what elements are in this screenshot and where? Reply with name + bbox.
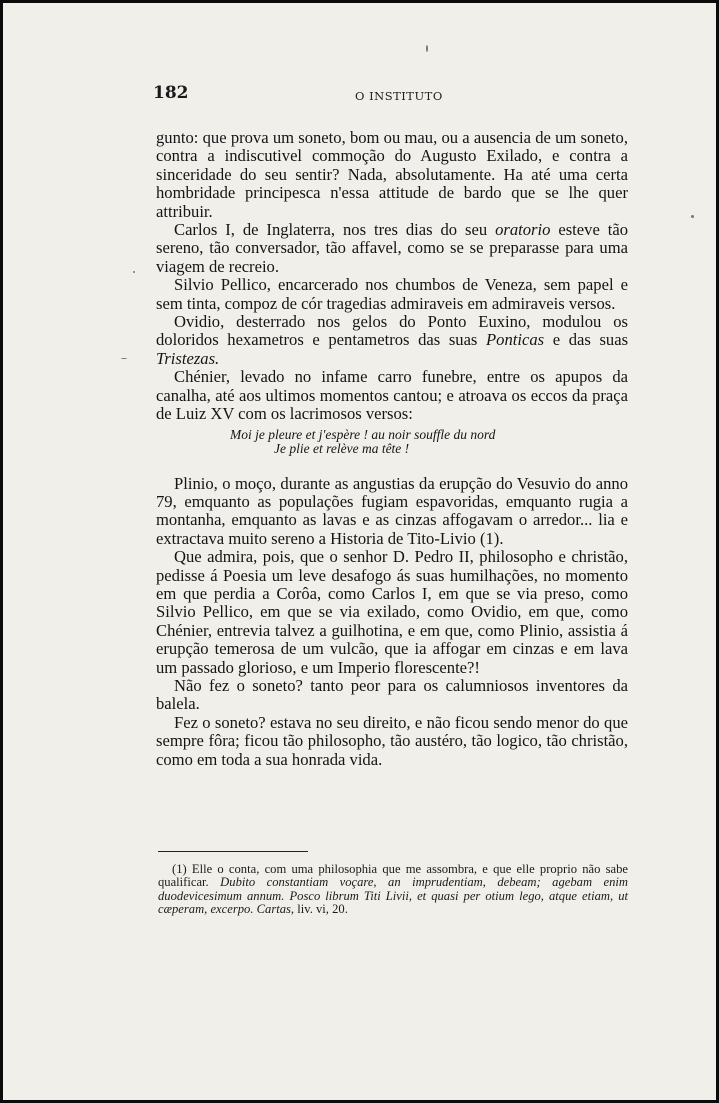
footnote-latin: Dubito constantiam voçare, an imprudentiam, debeam; agebam enim duodevicesimum annum. Posco librum Titi Livii, et quasi per otium lego, atque etiam, ut cæperam, excerpo. — [158, 875, 628, 916]
ovidio-text-mid: e das suas — [552, 330, 629, 350]
ponticas-word: Ponticas — [486, 330, 545, 350]
book-page — [3, 3, 716, 1100]
footnote-text: (1) Elle o conta, com uma philosophia que me assombra, e que elle proprio não sabe qualificar. — [158, 862, 628, 890]
paper-speck — [121, 358, 127, 359]
paragraph-pedro: Que admira, pois, que o senhor D. Pedro II, philosopho e christão, pedisse á Poesia um leve desafogo ás suas humilhações, no momento em que perdia a Corôa, como Carlos I, em que se via preso, como Silvio Pellico, em que se via exilado, como Ovidio, em que, como Chénier, entrevia talvez a guilhotina, e em que, como Plinio, assistia á erupção temerosa de um vulcão, que ia affogar em cinzas e em lava um passado glorioso, e um Imperio florescente?! — [156, 547, 628, 677]
page-header — [153, 83, 633, 107]
verse-quote — [156, 428, 628, 457]
paragraph-intro: gunto: que prova um soneto, bom ou mau, ou a ausencia de um soneto, contra a indiscutivel commoção do Augusto Exilado, e contra a sinceridade do seu sentir? Nada, absolutamente. Ha até uma certa hombridade principesca n'essa attitude de bardo que se lhe quer attribuir. — [156, 128, 628, 221]
footnote-source: Cartas, — [256, 901, 295, 916]
paragraph-balela: Não fez o soneto? tanto peor para os calumniosos inventores da balela. — [156, 675, 628, 714]
footnote-rule — [158, 851, 308, 852]
carlos-text: Carlos I, de Inglaterra, nos tres dias do seu — [174, 220, 488, 240]
tristezas-word: Tristezas. — [156, 348, 220, 368]
paragraph-carlos — [156, 221, 628, 276]
page-number: 182 — [153, 83, 189, 103]
paragraph-chenier: Chénier, levado no infame carro funebre, entre os apupos da canalha, até aos ultimos momentos cantou; e atroava os eccos da praça de Luiz XV com os lacrimosos versos: — [156, 367, 628, 424]
ovidio-text: Ovidio, desterrado nos gelos do Ponto Euxino, modulou os doloridos hexametros e pentametros das suas — [156, 312, 628, 350]
verse-line: Je plie et relève ma tête ! — [274, 441, 410, 456]
footnote-ref: liv. vi, 20. — [297, 901, 348, 916]
paper-speck — [691, 215, 694, 218]
paragraph-conclusion: Fez o soneto? estava no seu direito, e não ficou sendo menor do que sempre fôra; ficou tão philosopho, tão austéro, tão logico, tão christão, como em toda a sua honrada vida. — [156, 712, 628, 769]
carlos-text-end: esteve tão sereno, tão conversador, tão affavel, como se se preparasse para uma viagem de recreio. — [156, 220, 629, 276]
paper-speck — [133, 271, 135, 273]
paragraph-pellico: Silvio Pellico, encarcerado nos chumbos de Veneza, sem papel e sem tinta, compoz de cór tragedias admiraveis em admiraveis versos. — [156, 275, 628, 313]
verse-line: Moi je pleure et j'espère ! au noir souffle du nord — [230, 426, 496, 442]
paper-speck — [426, 45, 428, 52]
body-text — [156, 129, 628, 769]
paragraph-plinio: Plinio, o moço, durante as angustias da erupção do Vesuvio do anno 79, emquanto as populações fugiam espavoridas, emquanto rugia a montanha, emquanto as lavas e as cinzas affogavam o arredor... lia e extractava muito sereno a Historia de Tito-Livio (1). — [156, 473, 628, 548]
running-head: O INSTITUTO — [355, 89, 443, 103]
footnote — [158, 863, 628, 916]
paragraph-ovidio — [156, 313, 628, 368]
oratorio-word: oratorio — [495, 220, 551, 240]
